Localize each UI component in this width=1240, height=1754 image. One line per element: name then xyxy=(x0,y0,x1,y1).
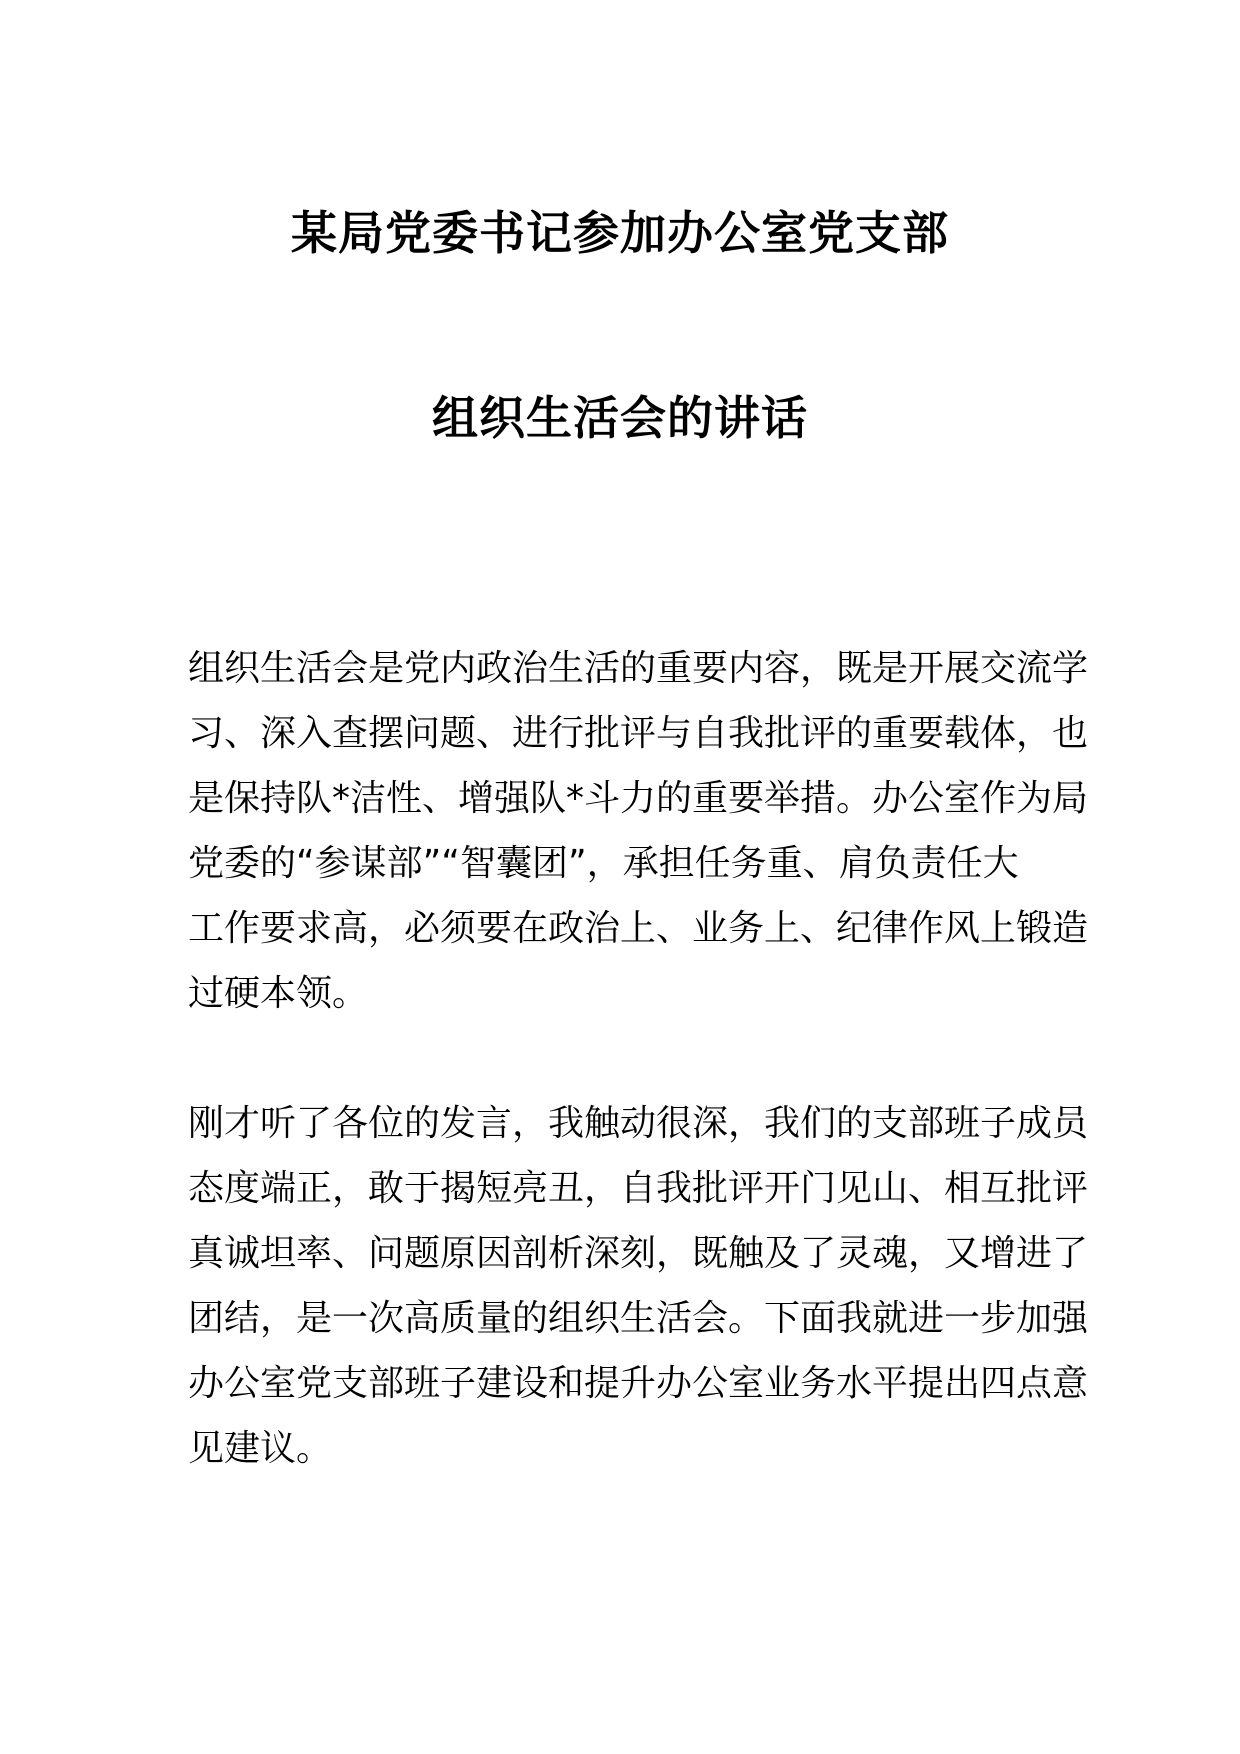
paragraph-line: 工作要求高，必须要在政治上、业务上、纪律作风上锻造 xyxy=(188,908,1089,949)
document-title-line-2: 组织生活会的讲话 xyxy=(432,391,808,445)
paragraph-line: 态度端正，敢于揭短亮丑，自我批评开门见山、相互批评 xyxy=(188,1168,1089,1209)
paragraph-line: 组织生活会是党内政治生活的重要内容，既是开展交流学 xyxy=(188,648,1089,689)
paragraph-line: 真诚坦率、问题原因剖析深刻，既触及了灵魂，又增进了 xyxy=(188,1233,1089,1274)
paragraph-line: 团结，是一次高质量的组织生活会。下面我就进一步加强 xyxy=(188,1298,1089,1339)
body-paragraph-2 xyxy=(188,1091,1089,1481)
paragraph-line: 过硬本领。 xyxy=(188,973,369,1014)
body-paragraph-1 xyxy=(188,636,1089,1026)
paragraph-line: 刚才听了各位的发言，我触动很深，我们的支部班子成员 xyxy=(188,1103,1089,1144)
paragraph-line: 是保持队*洁性、增强队*斗力的重要举措。办公室作为局 xyxy=(188,778,1089,819)
paragraph-line: 办公室党支部班子建设和提升办公室业务水平提出四点意 xyxy=(188,1363,1089,1404)
document-title-line-1: 某局党委书记参加办公室党支部 xyxy=(291,206,949,260)
paragraph-line: 党委的“参谋部”“智囊团”，承担任务重、肩负责任大 xyxy=(188,843,1019,884)
paragraph-line: 见建议。 xyxy=(188,1428,333,1469)
paragraph-line: 习、深入查摆问题、进行批评与自我批评的重要载体，也 xyxy=(188,713,1089,754)
